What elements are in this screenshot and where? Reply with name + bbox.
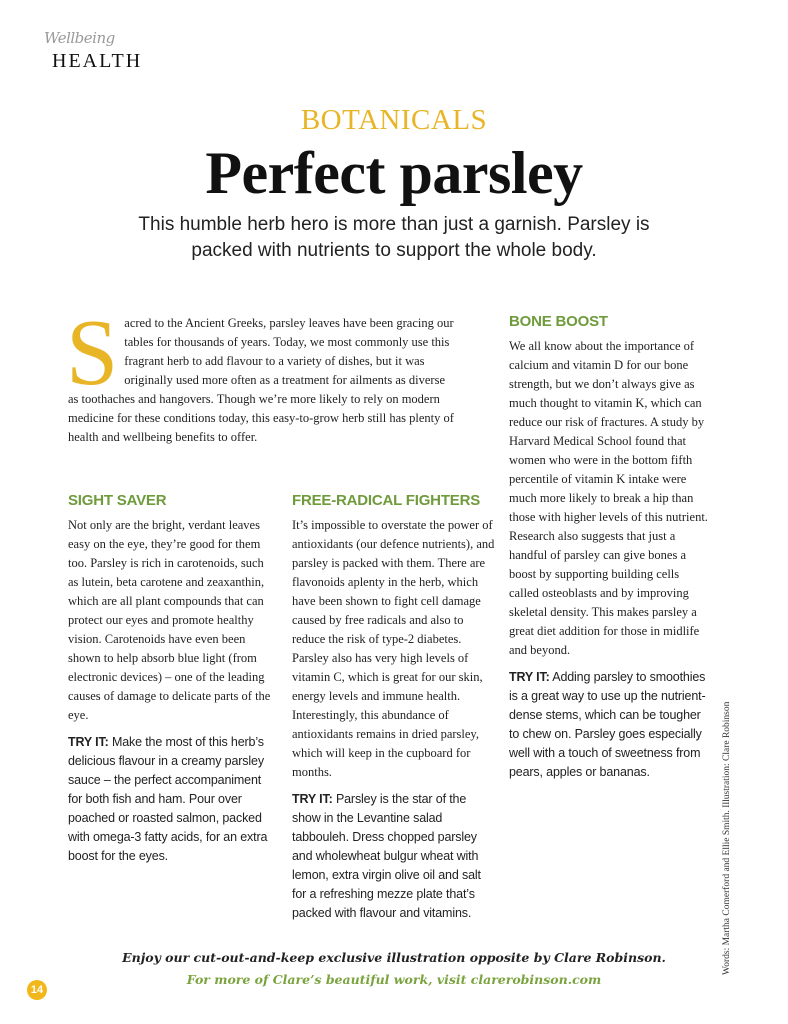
section-heading: FREE-RADICAL FIGHTERS bbox=[292, 492, 481, 509]
intro-text: acred to the Ancient Greeks, parsley leaves have been gracing our tables for thousands of years. Today, we most commonly use this fragrant herb to add flavour to a variety of dishes, but it was originally used more often as a treatment for ailments as diverse as toothaches and hangovers. Though we’re more likely to rely on modern medicine for these conditions today, this easy-to-grow herb still has plenty of health and wellbeing benefits to offer. bbox=[68, 316, 454, 444]
category-label: BOTANICALS bbox=[300, 104, 488, 136]
try-it-text: Make the most of this herb’s delicious flavour in a creamy parsley sauce – the perfect accompaniment for both fish and ham. Pour over poached or roasted salmon, packed with omega-3 fatty acids, for an extra boost for the eyes. bbox=[68, 735, 268, 863]
section-heading: SIGHT SAVER bbox=[68, 492, 167, 509]
intro-paragraph bbox=[66, 301, 456, 447]
section-heading: BONE BOOST bbox=[509, 313, 608, 330]
article-column-2 bbox=[292, 492, 498, 923]
try-it-tip bbox=[68, 733, 276, 866]
credits: Words: Martha Comerford and Ellie Smith. Illustration: Clare Robinson bbox=[722, 701, 732, 975]
drop-cap: S bbox=[66, 301, 119, 405]
article-column-1 bbox=[68, 492, 276, 866]
section-body: It’s impossible to overstate the power of antioxidants (our defence nutrients), and parsley is packed with them. There are flavonoids aplenty in the herb, which have been shown to fight cell damage caused by free radicals and also to reduce the risk of type-2 diabetes. Parsley also has very high levels of vitamin C, which is great for our skin, energy levels and immune health. Interestingly, this abundance of antioxidants remains in dried parsley, which will keep in the cupboard for months. bbox=[292, 518, 495, 779]
try-it-tip bbox=[509, 668, 711, 782]
try-it-tip bbox=[292, 790, 498, 923]
footer-note: Enjoy our cut-out-and-keep exclusive illustration opposite by Clare Robinson. bbox=[122, 950, 666, 965]
try-it-text: Adding parsley to smoothies is a great way to use up the nutrient-dense stems, which can be tougher to chew on. Parsley goes especially well with a touch of sweetness from pears, apples or bananas. bbox=[509, 670, 706, 779]
try-it-text: Parsley is the star of the show in the Levantine salad tabbouleh. Dress chopped parsley and wholewheat bulgur wheat with lemon, extra virgin olive oil and salt for a refreshing mezze plate that’s packed with flavour and vitamins. bbox=[292, 792, 481, 920]
subtitle: This humble herb hero is more than just a garnish. Parsley is packed with nutrients to support the whole body. bbox=[138, 214, 650, 261]
article-column-3 bbox=[509, 313, 711, 782]
try-it-label: TRY IT: bbox=[292, 792, 333, 806]
section-body: We all know about the importance of calcium and vitamin D for our bone strength, but we don’t always give as much thought to vitamin K, which can reduce our risk of fractures. A study by Harvard Medical School found that women who were in the bottom fifth percentile of vitamin K intake were much more likely to break a hip than those with higher levels of this nutrient. Research also suggests that just a handful of parsley can give bones a boost by supporting building cells called osteoblasts and by improving skeletal density. This makes parsley a great diet addition for those in midlife and beyond. bbox=[509, 339, 708, 657]
page-number-badge: 14 bbox=[27, 980, 47, 1000]
page-title: Perfect parsley bbox=[205, 140, 583, 206]
try-it-label: TRY IT: bbox=[509, 670, 550, 684]
section-kicker: Wellbeing bbox=[44, 29, 115, 47]
try-it-label: TRY IT: bbox=[68, 735, 109, 749]
section-title: HEALTH bbox=[52, 50, 143, 72]
section-body: Not only are the bright, verdant leaves easy on the eye, they’re good for them too. Parsley is rich in carotenoids, such as lutein, beta carotene and zeaxanthin, which are all plant compounds that can protect our eyes and promote healthy vision. Carotenoids have even been shown to help absorb blue light (from electronic devices) – one of the leading causes of damage to delicate parts of the eye. bbox=[68, 518, 271, 722]
footer-link: For more of Clare’s beautiful work, visit clarerobinson.com bbox=[186, 972, 602, 987]
